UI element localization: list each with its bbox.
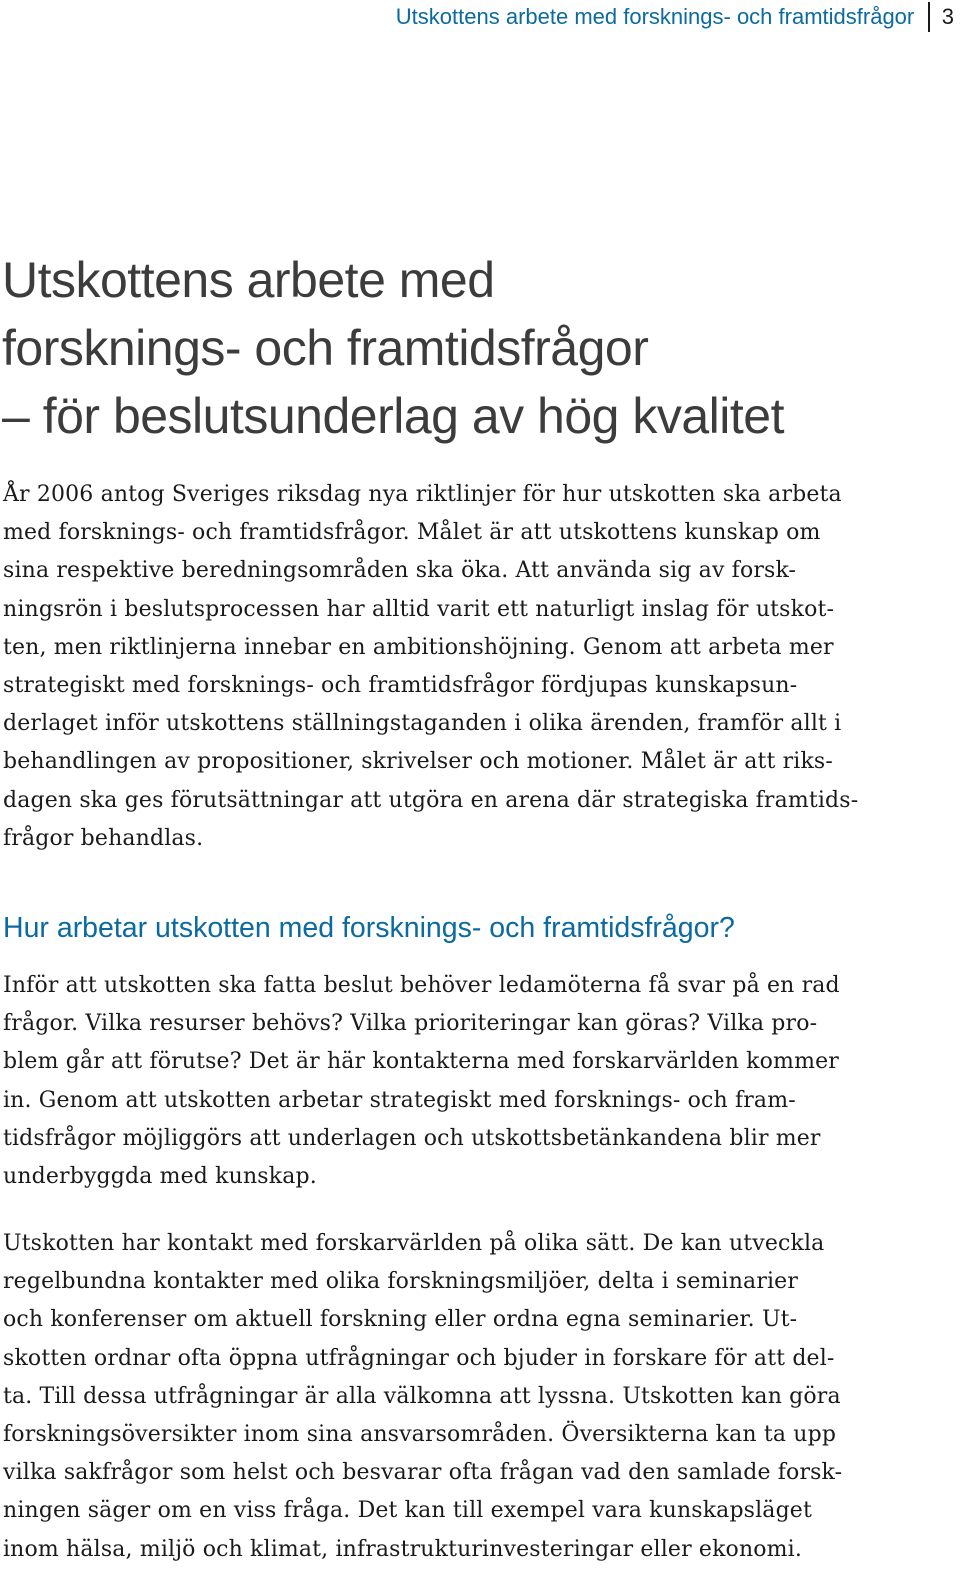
text-line: dagen ska ges förutsättningar att utgöra en arena där strategiska framtids- [3,787,859,813]
text-line: ningen säger om en viss fråga. Det kan till exempel vara kunskapsläget [3,1498,812,1524]
text-line: underbyggda med kunskap. [3,1164,317,1190]
header-divider [928,2,930,32]
text-line: sina respektive beredningsområden ska öka. Att använda sig av forsk- [3,558,797,584]
title-line: – för beslutsunderlag av hög kvalitet [2,388,784,444]
text-line: ningsrön i beslutsprocessen har alltid varit ett naturligt inslag för utskot- [3,596,835,622]
text-line: strategiskt med forsknings- och framtidsfrågor fördjupas kunskapsun- [3,673,798,699]
text-line: frågor behandlas. [3,825,204,851]
text-line: År 2006 antog Sveriges riksdag nya riktlinjer för hur utskotten ska arbeta [3,482,842,507]
text-line: skotten ordnar ofta öppna utfrågningar och bjuder in forskare för att del- [3,1345,835,1371]
section-heading: Hur arbetar utskotten med forsknings- och framtidsfrågor? [3,912,735,944]
text-line: Inför att utskotten ska fatta beslut behöver ledamöterna få svar på en rad [3,973,840,998]
text-line: blem går att förutse? Det är här kontakterna med forskarvärlden kommer [3,1049,839,1075]
running-header-title: Utskottens arbete med forsknings- och framtidsfrågor [395,4,915,29]
text-line: derlaget inför utskottens ställningstaganden i olika ärenden, framför allt i [3,711,842,737]
text-line: behandlingen av propositioner, skrivelser och motioner. Målet är att riks- [3,749,833,775]
text-line: ta. Till dessa utfrågningar är alla välkomna att lyssna. Utskotten kan göra [3,1383,841,1409]
text-line: regelbundna kontakter med olika forskningsmiljöer, delta i seminarier [3,1269,799,1295]
section-paragraph-1 [3,967,955,1196]
text-line: in. Genom att utskotten arbetar strategiskt med forsknings- och fram- [3,1087,796,1113]
text-line: vilka sakfrågor som helst och besvarar ofta frågan vad den samlade forsk- [3,1460,843,1486]
intro-paragraph [3,476,955,858]
text-line: ten, men riktlinjerna innebar en ambitionshöjning. Genom att arbeta mer [3,634,834,660]
running-header [396,0,954,34]
title-line: Utskottens arbete med [2,252,495,308]
text-line: med forsknings- och framtidsfrågor. Målet är att utskottens kunskap om [3,520,821,546]
text-line: och konferenser om aktuell forskning eller ordna egna seminarier. Ut- [3,1307,798,1333]
text-line: Utskotten har kontakt med forskarvärlden på olika sätt. De kan utveckla [3,1231,825,1256]
text-line: forskningsöversikter inom sina ansvarsområden. Översikterna kan ta upp [3,1422,837,1448]
section-paragraph-2 [3,1225,955,1569]
text-line: inom hälsa, miljö och klimat, infrastrukturinvesteringar eller ekonomi. [3,1536,803,1562]
title-line: forsknings- och framtidsfrågor [2,320,649,376]
page-title [2,246,784,450]
text-line: frågor. Vilka resurser behövs? Vilka prioriteringar kan göras? Vilka pro- [3,1011,818,1037]
page-number: 3 [941,4,954,29]
text-line: tidsfrågor möjliggörs att underlagen och utskottsbetänkandena blir mer [3,1125,821,1151]
